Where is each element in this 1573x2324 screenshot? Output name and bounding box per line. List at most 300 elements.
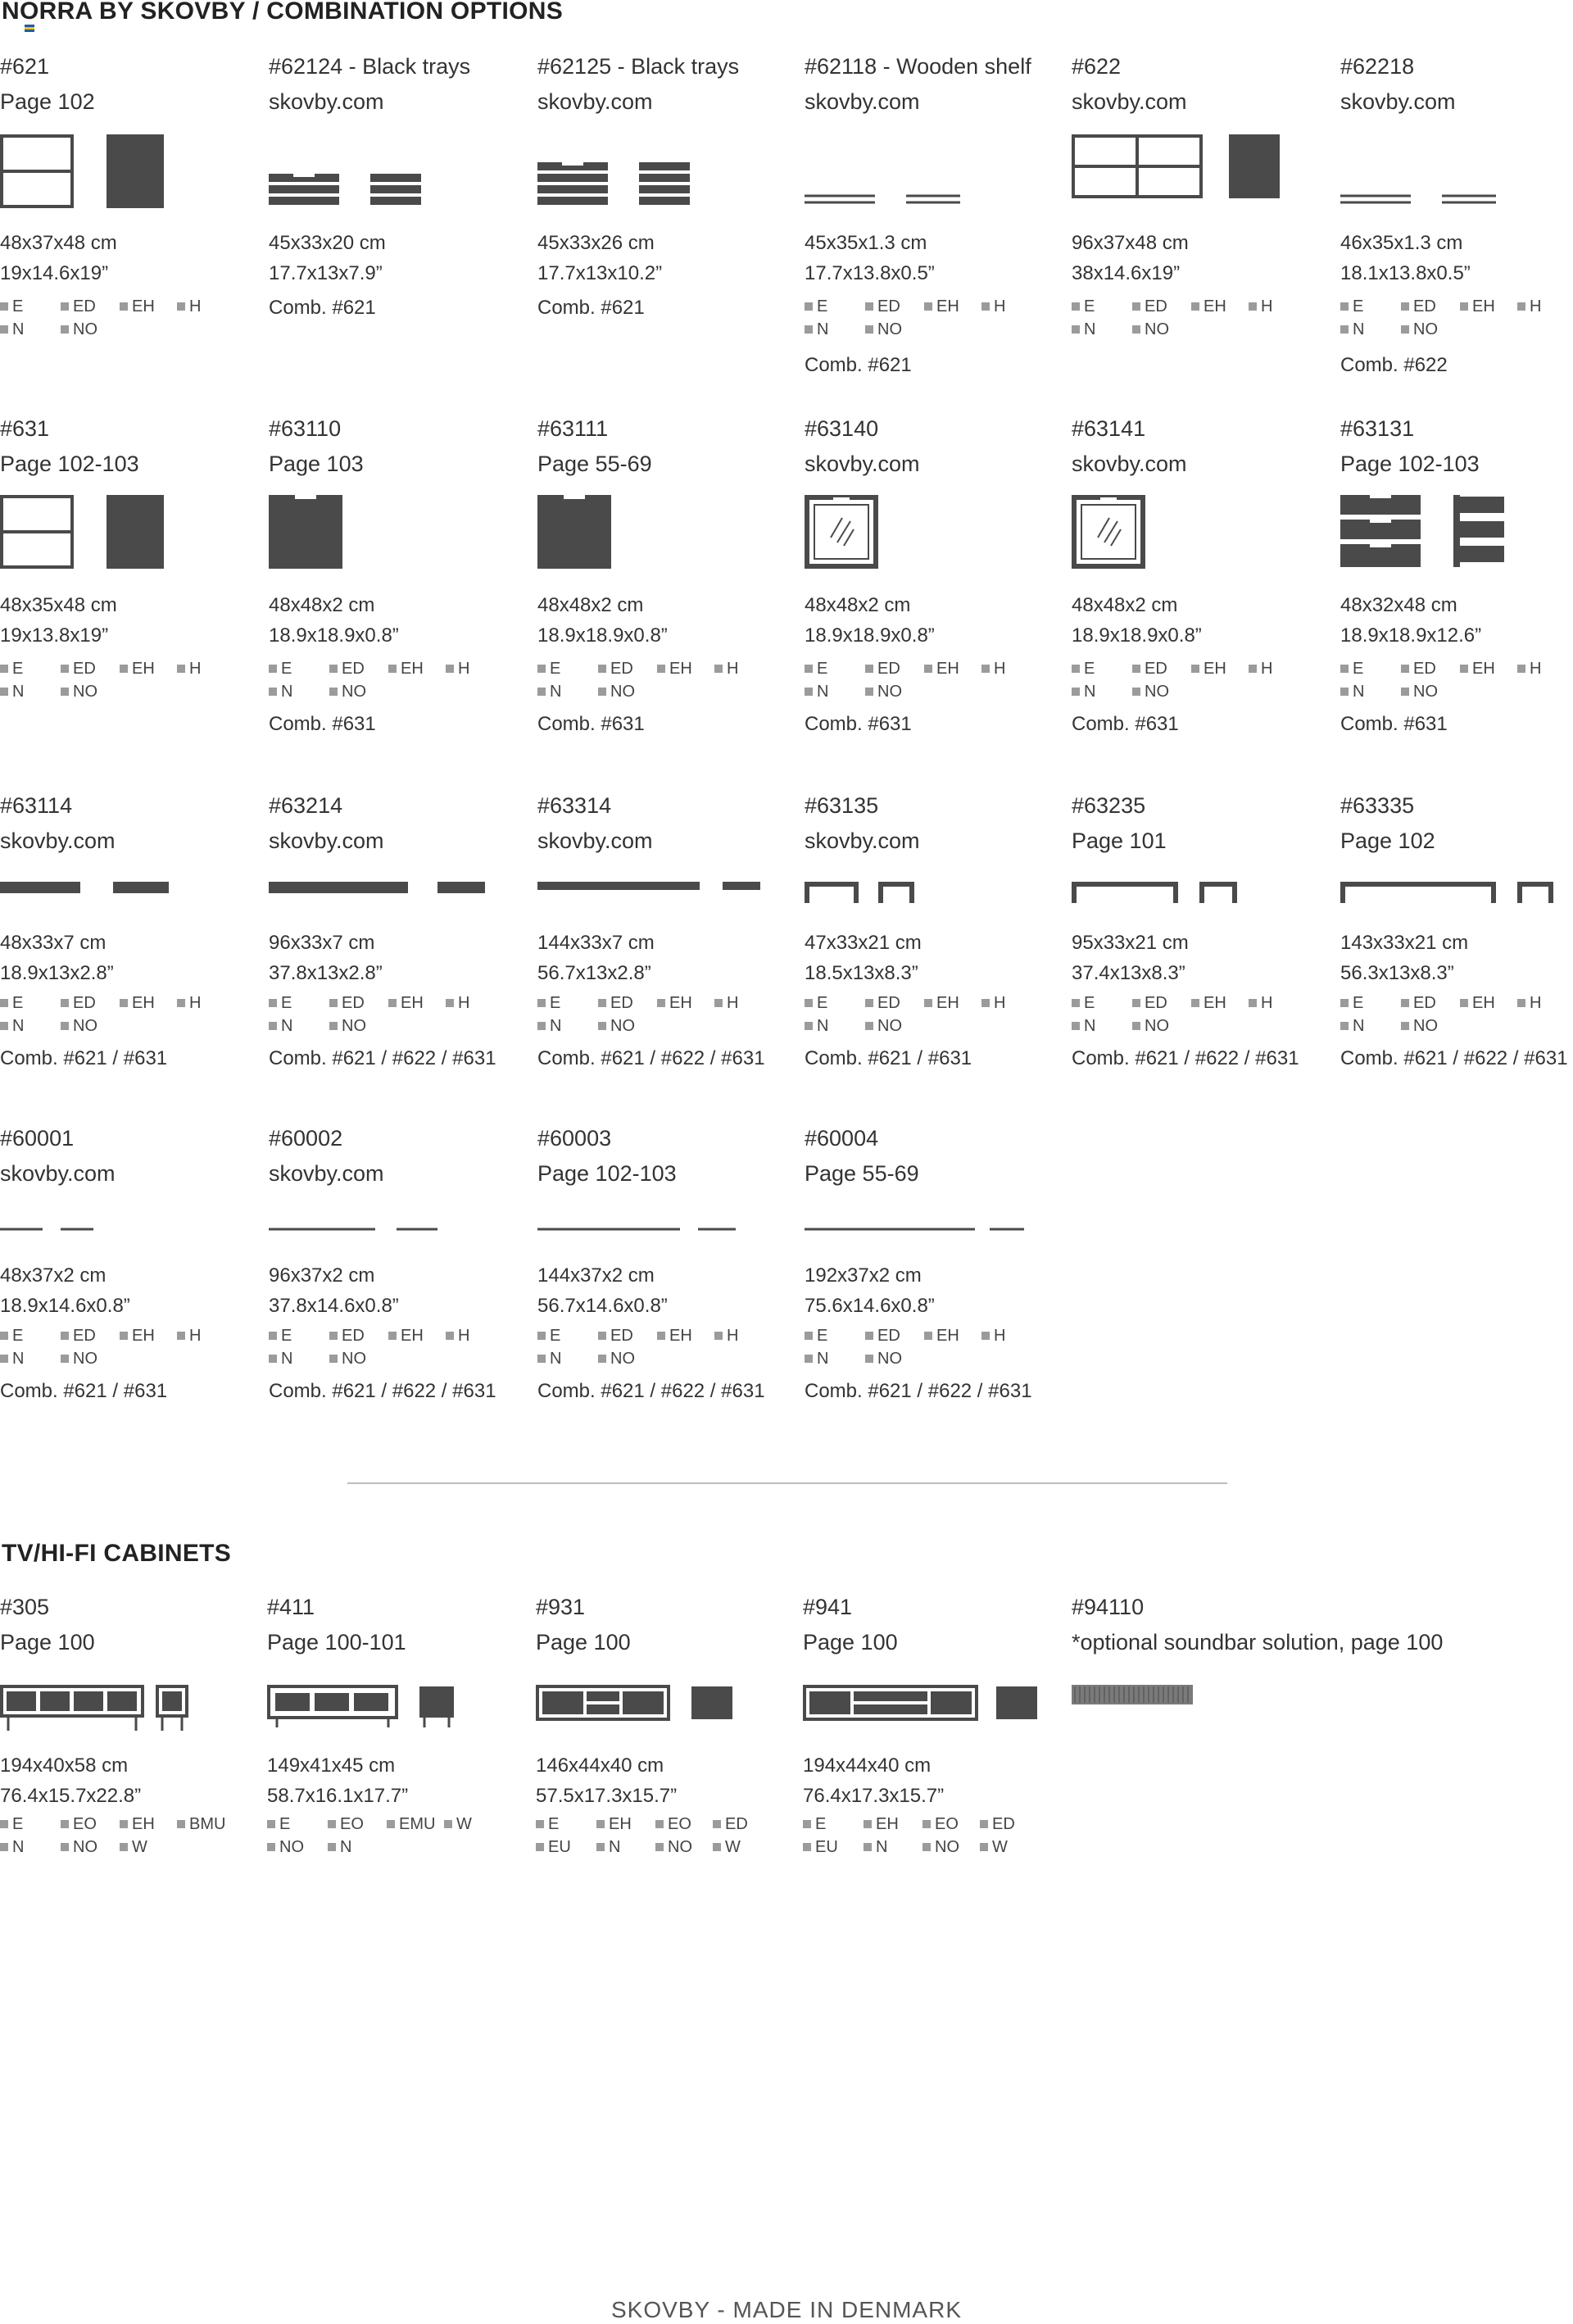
material-swatch: [1191, 298, 1226, 315]
material-code: ED: [877, 1327, 900, 1345]
double-open-cube-icon: [1072, 134, 1334, 216]
material-swatch: [269, 995, 292, 1011]
combination-note: Comb. #621 / #622 / #631: [805, 1380, 1032, 1402]
material-code: N: [550, 1017, 562, 1035]
dimension-line: 96x33x7 cm: [269, 932, 375, 954]
product-item: [537, 54, 800, 319]
material-code: NO: [1145, 683, 1169, 701]
material-swatch: [1072, 1018, 1095, 1034]
material-square-icon: [1460, 999, 1468, 1007]
material-swatch: [1460, 298, 1495, 315]
material-swatch: [922, 1816, 959, 1832]
product-reference: skovby.com: [1072, 89, 1187, 114]
material-square-icon: [805, 302, 813, 311]
black-trays-tall-icon: [537, 134, 800, 216]
material-square-icon: [596, 1820, 605, 1828]
material-square-icon: [1340, 325, 1349, 334]
material-code: EH: [876, 1815, 899, 1833]
product-code: #60003: [537, 1126, 612, 1151]
material-code: H: [1530, 660, 1542, 678]
product-item: [0, 416, 262, 701]
material-options: [1340, 660, 1573, 710]
material-square-icon: [657, 665, 665, 673]
product-item: [0, 54, 262, 338]
material-code: NO: [877, 1350, 902, 1368]
dimension-line: 18.9x18.9x0.8”: [269, 624, 399, 647]
material-code: ED: [73, 994, 96, 1012]
material-code: EH: [132, 297, 155, 315]
material-square-icon: [1401, 665, 1409, 673]
material-code: N: [1084, 683, 1096, 701]
combination-note: Comb. #631: [1072, 713, 1179, 735]
material-square-icon: [598, 665, 606, 673]
material-square-icon: [980, 1843, 988, 1851]
product-reference: Page 103: [269, 452, 364, 476]
product-reference: skovby.com: [1340, 89, 1456, 114]
material-code: EH: [936, 1327, 959, 1345]
material-square-icon: [1460, 302, 1468, 311]
product-reference: skovby.com: [537, 89, 653, 114]
product-code: #60004: [805, 1126, 879, 1151]
product-code: #63335: [1340, 793, 1415, 818]
material-swatch: [1132, 660, 1167, 677]
material-square-icon: [1191, 665, 1199, 673]
product-item: [269, 416, 531, 735]
material-code: EU: [548, 1838, 571, 1856]
material-swatch: [657, 660, 692, 677]
dimension-line: 45x33x26 cm: [537, 232, 655, 254]
material-swatch: [1132, 298, 1167, 315]
product-dimensions: [805, 1260, 935, 1321]
dimension-line: 46x35x1.3 cm: [1340, 232, 1463, 254]
material-square-icon: [61, 1332, 69, 1340]
material-code: W: [992, 1838, 1008, 1856]
material-square-icon: [805, 999, 813, 1007]
product-code: #62218: [1340, 54, 1415, 79]
material-code: NO: [73, 1350, 97, 1368]
material-code: EH: [132, 994, 155, 1012]
combination-note: Comb. #621 / #631: [805, 1047, 972, 1069]
material-square-icon: [865, 688, 873, 696]
material-code: NO: [73, 1017, 97, 1035]
combination-note: Comb. #621: [269, 297, 376, 319]
dimension-line: 37.8x13x2.8”: [269, 962, 383, 984]
material-swatch: [446, 1328, 469, 1344]
product-reference: Page 102-103: [1340, 452, 1480, 476]
product-reference: skovby.com: [0, 828, 116, 853]
material-code: EO: [935, 1815, 959, 1833]
product-dimensions: [269, 228, 386, 288]
product-code: #63140: [805, 416, 879, 441]
material-square-icon: [328, 1820, 336, 1828]
material-square-icon: [120, 1332, 128, 1340]
material-square-icon: [1340, 688, 1349, 696]
material-square-icon: [61, 1843, 69, 1851]
material-square-icon: [329, 665, 338, 673]
material-square-icon: [267, 1820, 275, 1828]
material-swatch: [0, 298, 23, 315]
material-square-icon: [924, 665, 932, 673]
dimension-line: 95x33x21 cm: [1072, 932, 1189, 954]
material-code: NO: [1413, 1017, 1438, 1035]
material-square-icon: [1132, 688, 1140, 696]
material-code: E: [817, 1327, 828, 1345]
product-dimensions: [0, 590, 117, 651]
product-item: [0, 1126, 262, 1402]
material-swatch: [61, 1350, 97, 1367]
material-square-icon: [0, 302, 8, 311]
material-square-icon: [329, 1022, 338, 1030]
dimension-line: 45x33x20 cm: [269, 232, 386, 254]
material-square-icon: [444, 1820, 452, 1828]
material-square-icon: [805, 1332, 813, 1340]
material-swatch: [329, 1018, 366, 1034]
material-code: NO: [1145, 1017, 1169, 1035]
dimension-line: 75.6x14.6x0.8”: [805, 1295, 935, 1317]
material-square-icon: [177, 1820, 185, 1828]
material-square-icon: [805, 688, 813, 696]
material-swatch: [1072, 995, 1095, 1011]
product-dimensions: [269, 590, 399, 651]
material-square-icon: [657, 1332, 665, 1340]
material-options: [805, 660, 1067, 710]
dimension-line: 18.9x14.6x0.8”: [0, 1295, 130, 1317]
material-square-icon: [1191, 302, 1199, 311]
dimension-line: 18.9x13x2.8”: [0, 962, 114, 984]
material-swatch: [805, 321, 828, 338]
material-square-icon: [329, 688, 338, 696]
material-swatch: [865, 298, 900, 315]
material-options: [1072, 660, 1334, 710]
material-square-icon: [177, 665, 185, 673]
dimension-line: 48x35x48 cm: [0, 594, 117, 616]
material-code: W: [456, 1815, 472, 1833]
material-swatch: [981, 660, 1005, 677]
dimension-line: 48x37x2 cm: [0, 1264, 107, 1287]
material-square-icon: [120, 1820, 128, 1828]
material-square-icon: [1340, 665, 1349, 673]
product-code: #931: [536, 1595, 586, 1619]
glass-door-icon: [1072, 495, 1334, 577]
open-cube-and-solid-panel-icon: [0, 495, 262, 577]
material-square-icon: [177, 999, 185, 1007]
material-swatch: [328, 1816, 364, 1832]
product-reference: Page 55-69: [805, 1161, 919, 1186]
material-code: E: [550, 660, 561, 678]
material-square-icon: [1072, 1022, 1080, 1030]
material-square-icon: [924, 302, 932, 311]
material-square-icon: [537, 1022, 546, 1030]
product-code: #63214: [269, 793, 343, 818]
material-swatch: [120, 298, 155, 315]
material-swatch: [924, 660, 959, 677]
material-swatch: [0, 1816, 23, 1832]
material-code: N: [817, 1350, 829, 1368]
material-swatch: [61, 1328, 96, 1344]
material-square-icon: [1340, 999, 1349, 1007]
material-swatch: [267, 1839, 304, 1855]
material-options: [1340, 995, 1573, 1044]
material-square-icon: [536, 1820, 544, 1828]
material-code: H: [1261, 994, 1273, 1012]
material-code: E: [12, 1327, 24, 1345]
material-swatch: [805, 683, 828, 700]
material-swatch: [655, 1839, 692, 1855]
product-dimensions: [267, 1750, 408, 1811]
material-code: EH: [401, 660, 424, 678]
material-swatch: [1340, 683, 1364, 700]
material-swatch: [864, 1839, 887, 1855]
material-swatch: [177, 1816, 225, 1832]
material-code: EH: [1472, 660, 1495, 678]
material-square-icon: [0, 325, 8, 334]
material-square-icon: [120, 665, 128, 673]
material-square-icon: [388, 1332, 397, 1340]
material-square-icon: [61, 1820, 69, 1828]
dimension-line: 56.7x13x2.8”: [537, 962, 651, 984]
material-square-icon: [537, 999, 546, 1007]
material-options: [805, 995, 1067, 1044]
material-code: N: [609, 1838, 621, 1856]
product-reference: Page 102: [1340, 828, 1435, 853]
material-code: BMU: [189, 1815, 226, 1833]
soundbar-icon: [1072, 1685, 1334, 1767]
material-square-icon: [537, 688, 546, 696]
dimension-line: 48x32x48 cm: [1340, 594, 1457, 616]
material-options: [269, 995, 531, 1044]
material-swatch: [1132, 995, 1167, 1011]
material-swatch: [1401, 321, 1438, 338]
product-code: #62124 - Black trays: [269, 54, 471, 79]
product-reference: skovby.com: [537, 828, 653, 853]
material-code: NO: [1413, 683, 1438, 701]
material-options: [0, 995, 262, 1044]
material-square-icon: [329, 1332, 338, 1340]
material-swatch: [1517, 298, 1541, 315]
material-swatch: [329, 683, 366, 700]
dimension-line: 76.4x15.7x22.8”: [0, 1785, 142, 1807]
product-item: [537, 1126, 800, 1402]
material-square-icon: [924, 999, 932, 1007]
material-swatch: [657, 1328, 692, 1344]
material-square-icon: [865, 302, 873, 311]
product-item: [805, 793, 1067, 1069]
material-square-icon: [0, 999, 8, 1007]
product-item: [1340, 54, 1573, 376]
material-square-icon: [655, 1843, 664, 1851]
material-swatch: [714, 995, 738, 1011]
material-code: E: [550, 994, 561, 1012]
door-icon: [537, 495, 800, 577]
product-reference: skovby.com: [0, 1161, 116, 1186]
material-swatch: [329, 995, 365, 1011]
material-code: EH: [609, 1815, 632, 1833]
material-square-icon: [1072, 302, 1080, 311]
material-options: [1340, 298, 1573, 347]
product-code: #62118 - Wooden shelf: [805, 54, 1031, 79]
product-dimensions: [805, 228, 935, 288]
product-item: [1072, 793, 1334, 1069]
product-dimensions: [0, 1260, 130, 1321]
material-swatch: [387, 1816, 435, 1832]
material-square-icon: [0, 665, 8, 673]
material-code: N: [12, 683, 25, 701]
material-code: EH: [936, 994, 959, 1012]
material-code: E: [281, 660, 292, 678]
material-swatch: [865, 1328, 900, 1344]
material-code: NO: [877, 320, 902, 338]
material-code: EH: [132, 1327, 155, 1345]
material-code: ED: [1145, 994, 1167, 1012]
product-dimensions: [1072, 928, 1189, 988]
material-swatch: [177, 660, 201, 677]
combination-note: Comb. #631: [269, 713, 376, 735]
product-code: #63131: [1340, 416, 1415, 441]
material-square-icon: [655, 1820, 664, 1828]
material-code: N: [12, 1350, 25, 1368]
material-square-icon: [713, 1820, 721, 1828]
dimension-line: 19x13.8x19”: [0, 624, 109, 647]
product-dimensions: [1072, 590, 1202, 651]
material-swatch: [924, 1328, 959, 1344]
material-code: N: [1353, 683, 1365, 701]
material-square-icon: [1132, 302, 1140, 311]
material-code: EO: [73, 1815, 97, 1833]
combination-note: Comb. #621 / #631: [0, 1380, 168, 1402]
material-options: [269, 660, 531, 710]
combination-note: Comb. #631: [1340, 713, 1448, 735]
dimension-line: 18.5x13x8.3”: [805, 962, 918, 984]
material-swatch: [657, 995, 692, 1011]
combination-note: Comb. #621: [805, 354, 912, 376]
material-swatch: [388, 995, 424, 1011]
material-swatch: [267, 1816, 290, 1832]
material-swatch: [61, 1018, 97, 1034]
material-code: N: [281, 1017, 293, 1035]
product-code: #941: [803, 1595, 853, 1619]
product-item: [269, 1126, 531, 1402]
material-code: EH: [1472, 297, 1495, 315]
material-square-icon: [61, 325, 69, 334]
material-square-icon: [805, 665, 813, 673]
material-square-icon: [657, 999, 665, 1007]
material-code: EH: [401, 994, 424, 1012]
section-title-tv-hifi-cabinets: TV/HI-FI CABINETS: [2, 1540, 232, 1567]
material-code: H: [1530, 297, 1542, 315]
product-item: [0, 793, 262, 1069]
material-code: N: [1084, 320, 1096, 338]
material-code: EH: [1204, 660, 1226, 678]
material-square-icon: [388, 999, 397, 1007]
dimension-line: 48x37x48 cm: [0, 232, 117, 254]
product-reference: skovby.com: [269, 828, 384, 853]
dimension-line: 146x44x40 cm: [536, 1754, 664, 1777]
material-swatch: [0, 1018, 24, 1034]
material-code: E: [279, 1815, 291, 1833]
material-swatch: [120, 1839, 147, 1855]
material-square-icon: [1072, 999, 1080, 1007]
material-code: W: [725, 1838, 741, 1856]
material-code: EMU: [399, 1815, 436, 1833]
material-square-icon: [981, 999, 990, 1007]
material-swatch: [1132, 683, 1169, 700]
material-swatch: [598, 995, 633, 1011]
product-item: [1072, 54, 1334, 338]
material-swatch: [269, 1018, 292, 1034]
material-swatch: [1401, 1018, 1438, 1034]
material-code: E: [817, 660, 828, 678]
material-square-icon: [865, 1355, 873, 1363]
material-swatch: [865, 1350, 902, 1367]
material-square-icon: [981, 665, 990, 673]
material-square-icon: [329, 999, 338, 1007]
material-code: E: [817, 297, 828, 315]
combination-note: Comb. #631: [805, 713, 912, 735]
product-dimensions: [1340, 228, 1471, 288]
combination-note: Comb. #621 / #622 / #631: [269, 1380, 496, 1402]
dimension-line: 56.3x13x8.3”: [1340, 962, 1454, 984]
dimension-line: 48x48x2 cm: [269, 594, 375, 616]
material-square-icon: [0, 1332, 8, 1340]
product-code: #411: [267, 1595, 315, 1619]
material-code: ED: [342, 660, 365, 678]
material-swatch: [713, 1839, 741, 1855]
material-code: N: [876, 1838, 888, 1856]
material-code: H: [1530, 994, 1542, 1012]
material-swatch: [0, 1350, 24, 1367]
material-square-icon: [714, 665, 723, 673]
material-code: ED: [610, 994, 633, 1012]
material-swatch: [537, 1328, 560, 1344]
material-square-icon: [598, 1355, 606, 1363]
combination-note: Comb. #621 / #622 / #631: [1340, 1047, 1568, 1069]
material-square-icon: [177, 302, 185, 311]
material-code: NO: [1145, 320, 1169, 338]
material-square-icon: [1072, 688, 1080, 696]
dimension-line: 194x40x58 cm: [0, 1754, 129, 1777]
material-square-icon: [1517, 665, 1525, 673]
material-swatch: [980, 1816, 1015, 1832]
material-swatch: [1340, 1018, 1364, 1034]
material-code: ED: [877, 994, 900, 1012]
material-square-icon: [120, 302, 128, 311]
material-swatch: [924, 995, 959, 1011]
dimension-line: 48x48x2 cm: [537, 594, 644, 616]
material-swatch: [655, 1816, 691, 1832]
material-square-icon: [1517, 999, 1525, 1007]
material-square-icon: [0, 688, 8, 696]
material-square-icon: [1132, 999, 1140, 1007]
material-code: EH: [132, 1815, 155, 1833]
dimension-line: 48x48x2 cm: [1072, 594, 1178, 616]
material-code: EH: [936, 660, 959, 678]
material-swatch: [329, 1350, 366, 1367]
product-code: #63110: [269, 416, 342, 441]
material-square-icon: [446, 665, 454, 673]
material-code: W: [132, 1838, 147, 1856]
material-swatch: [177, 298, 201, 315]
material-square-icon: [805, 1355, 813, 1363]
product-dimensions: [537, 590, 668, 651]
material-square-icon: [598, 1332, 606, 1340]
material-square-icon: [269, 1355, 277, 1363]
dimension-line: 194x44x40 cm: [803, 1754, 932, 1777]
material-code: NO: [342, 683, 366, 701]
material-square-icon: [1249, 665, 1257, 673]
product-reference: Page 100: [0, 1630, 95, 1654]
material-code: NO: [877, 683, 902, 701]
material-code: N: [1353, 320, 1365, 338]
